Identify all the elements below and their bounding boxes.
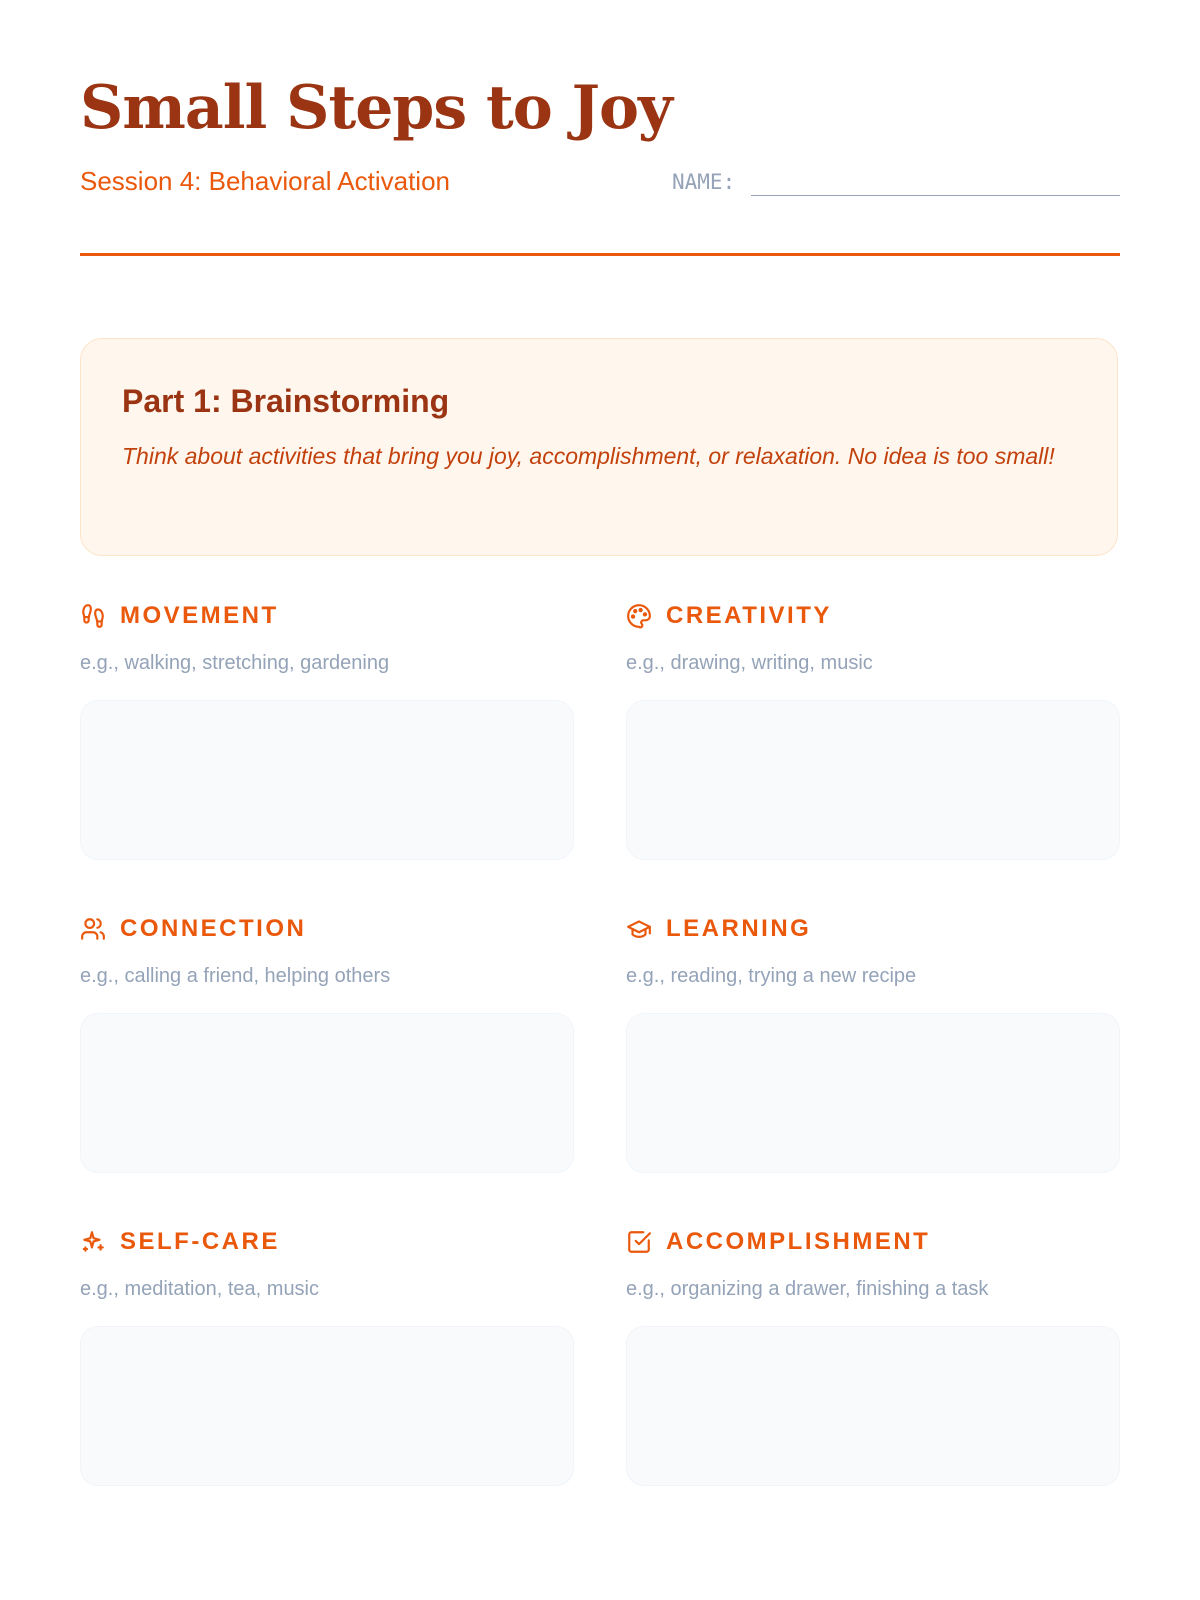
category-header: [80, 600, 574, 632]
graduation-cap-icon: [626, 916, 652, 942]
category-example: e.g., meditation, tea, music: [80, 1278, 320, 1300]
name-input-line[interactable]: [751, 169, 1120, 196]
category-header: [626, 913, 1120, 945]
session-subtitle: Session 4: Behavioral Activation: [80, 166, 450, 196]
accomplishment-answer-box[interactable]: [626, 1326, 1120, 1486]
category-title: LEARNING: [666, 915, 812, 942]
category-example: e.g., organizing a drawer, finishing a task: [626, 1278, 989, 1300]
category-accomplishment: [626, 1226, 1120, 1486]
self-care-answer-box[interactable]: [80, 1326, 574, 1486]
category-connection: [80, 913, 574, 1173]
category-header: [626, 600, 1120, 632]
learning-answer-box[interactable]: [626, 1013, 1120, 1173]
page-title: Small Steps to Joy: [80, 73, 672, 143]
category-example: e.g., drawing, writing, music: [626, 652, 873, 674]
category-self-care: [80, 1226, 574, 1486]
category-example: e.g., calling a friend, helping others: [80, 965, 391, 987]
category-title: CONNECTION: [120, 915, 307, 942]
creativity-answer-box[interactable]: [626, 700, 1120, 860]
category-header: [80, 913, 574, 945]
worksheet-page: [80, 0, 1120, 1300]
category-example: e.g., reading, trying a new recipe: [626, 965, 917, 987]
category-title: MOVEMENT: [120, 602, 279, 629]
name-label: NAME:: [672, 170, 736, 194]
users-icon: [80, 916, 106, 942]
worksheet-header: [80, 0, 1120, 258]
category-title: ACCOMPLISHMENT: [666, 1228, 931, 1255]
part1-description: Think about activities that bring you joy, accomplishment, or relaxation. No idea is too small!: [122, 443, 1055, 469]
check-square-icon: [626, 1229, 652, 1255]
category-example: e.g., walking, stretching, gardening: [80, 652, 390, 674]
part1-title: Part 1: Brainstorming: [122, 383, 450, 419]
category-creativity: [626, 600, 1120, 860]
part1-panel: [80, 338, 1118, 556]
category-header: [626, 1226, 1120, 1258]
category-title: SELF-CARE: [120, 1228, 280, 1255]
category-learning: [626, 913, 1120, 1173]
sparkles-icon: [80, 1229, 106, 1255]
palette-icon: [626, 603, 652, 629]
movement-answer-box[interactable]: [80, 700, 574, 860]
category-movement: [80, 600, 574, 860]
header-divider: [80, 253, 1120, 256]
footprints-icon: [80, 603, 106, 629]
name-field[interactable]: [672, 166, 1120, 196]
category-title: CREATIVITY: [666, 602, 832, 629]
connection-answer-box[interactable]: [80, 1013, 574, 1173]
category-header: [80, 1226, 574, 1258]
